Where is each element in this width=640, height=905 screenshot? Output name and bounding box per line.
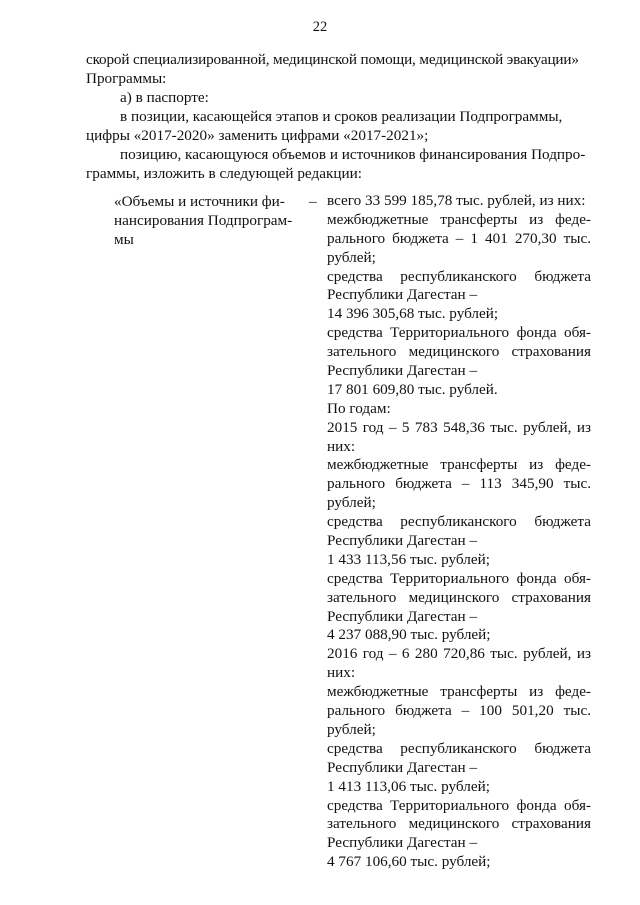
- funding-line: межбюджетные трансферты из феде-: [327, 210, 591, 228]
- intro-line: позицию, касающуюся объемов и источников финансирования Подпро-: [120, 146, 586, 163]
- funding-line: зательного медицинского страхования: [327, 343, 591, 361]
- funding-line: Республики Дагестан –: [327, 286, 478, 304]
- funding-line: 17 801 609,80 тыс. рублей.: [327, 380, 498, 398]
- funding-line: Республики Дагестан –: [327, 607, 478, 625]
- funding-line: рублей;: [327, 720, 376, 738]
- funding-line: всего 33 599 185,78 тыс. рублей, из них:: [327, 192, 586, 209]
- funding-line: зательного медицинского страхования: [327, 588, 591, 606]
- funding-line: рального бюджета – 100 501,20 тыс.: [327, 702, 591, 720]
- funding-line: рублей;: [327, 494, 376, 512]
- funding-line: 4 237 088,90 тыс. рублей;: [327, 626, 491, 644]
- funding-line: средства республиканского бюджета: [327, 267, 591, 285]
- funding-line: рублей;: [327, 248, 376, 266]
- funding-line: 4 767 106,60 тыс. рублей;: [327, 853, 491, 871]
- funding-line: средства республиканского бюджета: [327, 739, 591, 757]
- intro-line: в позиции, касающейся этапов и сроков реализации Подпрограммы,: [120, 108, 563, 125]
- position-label-line: мы: [114, 231, 134, 248]
- funding-line: рального бюджета – 1 401 270,30 тыс.: [327, 229, 591, 247]
- funding-line: рального бюджета – 113 345,90 тыс.: [327, 475, 591, 493]
- intro-line: а) в паспорте:: [120, 89, 209, 106]
- funding-line: Республики Дагестан –: [327, 758, 478, 776]
- intro-line: цифры «2017-2020» заменить цифрами «2017-2021»;: [86, 127, 429, 144]
- funding-line: средства Территориального фонда обя-: [327, 569, 591, 587]
- funding-line: средства Территориального фонда обя-: [327, 796, 591, 814]
- funding-line: По годам:: [327, 399, 391, 417]
- funding-line: межбюджетные трансферты из феде-: [327, 456, 591, 474]
- funding-line: межбюджетные трансферты из феде-: [327, 683, 591, 701]
- funding-line: 2016 год – 6 280 720,86 тыс. рублей, из: [327, 645, 591, 663]
- intro-text: [86, 50, 606, 183]
- funding-line: 1 433 113,56 тыс. рублей;: [327, 550, 490, 568]
- funding-line: средства Территориального фонда обя-: [327, 324, 591, 342]
- funding-line: 2015 год – 5 783 548,36 тыс. рублей, из: [327, 418, 591, 436]
- position-label-line: нансирования Подпрограм-: [114, 212, 293, 229]
- funding-line: 1 413 113,06 тыс. рублей;: [327, 777, 490, 795]
- intro-line: граммы, изложить в следующей редакции:: [86, 165, 362, 182]
- page-number: 22: [312, 19, 328, 35]
- funding-details: [327, 192, 591, 872]
- funding-line: них:: [327, 437, 356, 455]
- funding-line: Республики Дагестан –: [327, 362, 478, 380]
- position-label-line: «Объемы и источники фи-: [114, 193, 285, 210]
- funding-line: зательного медицинского страхования: [327, 815, 591, 833]
- funding-line: них:: [327, 664, 356, 682]
- funding-line: Республики Дагестан –: [327, 834, 478, 852]
- position-dash: –: [309, 193, 317, 210]
- funding-line: Республики Дагестан –: [327, 532, 478, 550]
- position-label: [114, 192, 304, 249]
- funding-line: 14 396 305,68 тыс. рублей;: [327, 305, 499, 323]
- intro-line: Программы:: [86, 70, 167, 87]
- intro-line: скорой специализированной, медицинской помощи, медицинской эвакуации»: [86, 51, 579, 68]
- funding-line: средства республиканского бюджета: [327, 513, 591, 531]
